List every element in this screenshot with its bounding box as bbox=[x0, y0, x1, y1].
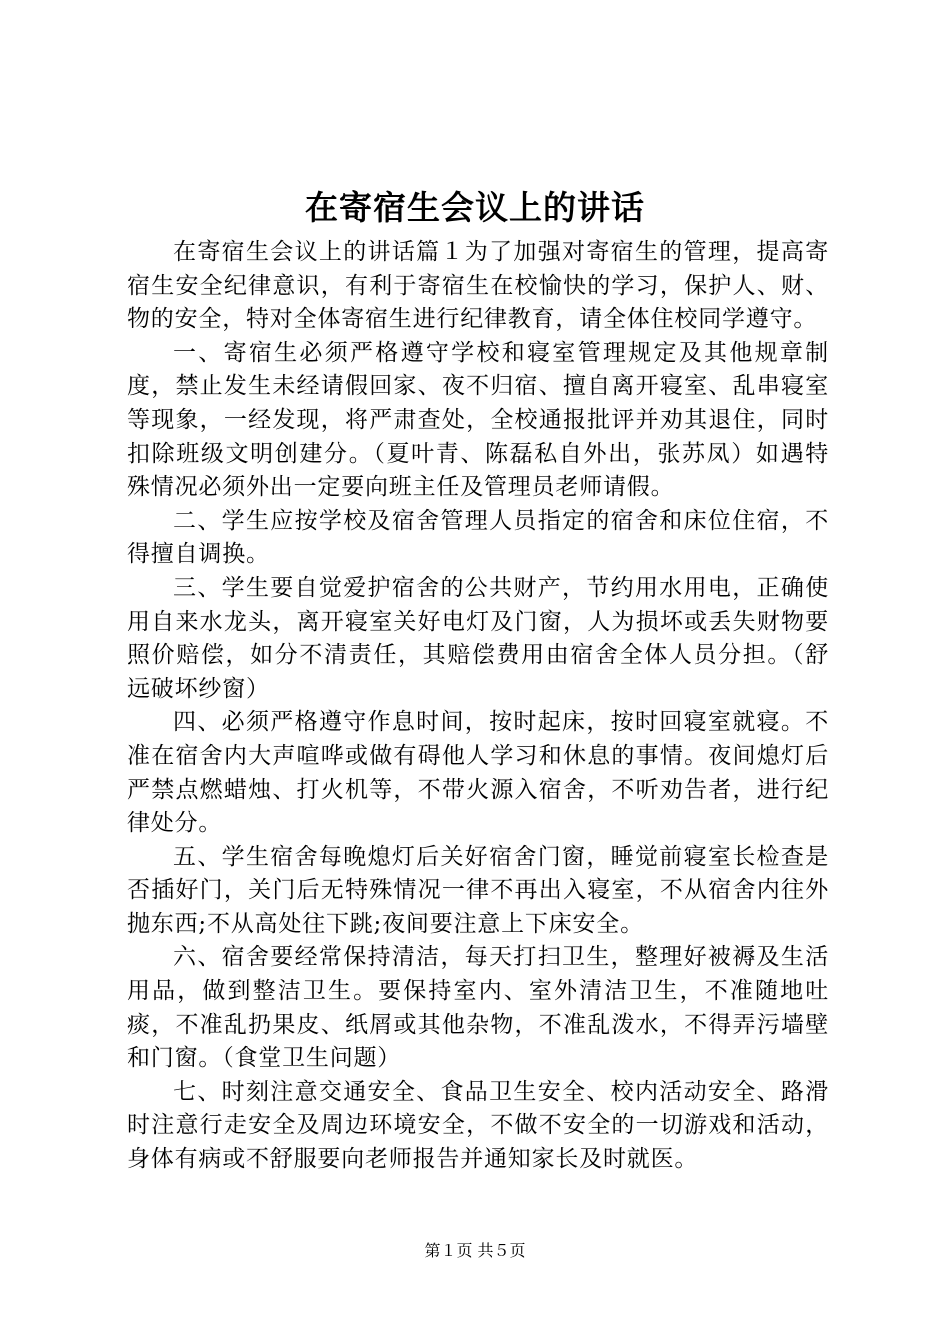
paragraph-rule-6: 六、宿舍要经常保持清洁，每天打扫卫生，整理好被褥及生活用品，做到整洁卫生。要保持室内、室外清洁卫生，不准随地吐痰，不准乱扔果皮、纸屑或其他杂物，不准乱泼水，不得弄污墙壁和门窗。（食堂卫生问题） bbox=[127, 944, 829, 1072]
page-title: 在寄宿生会议上的讲话 bbox=[305, 188, 645, 227]
paragraph-intro: 在寄宿生会议上的讲话篇１为了加强对寄宿生的管理，提高寄宿生安全纪律意识，有利于寄宿生在校愉快的学习，保护人、财、物的安全，特对全体寄宿生进行纪律教育，请全体住校同学遵守。 bbox=[127, 239, 829, 333]
paragraph-rule-2: 二、学生应按学校及宿舍管理人员指定的宿舍和床位住宿，不得擅自调换。 bbox=[127, 507, 829, 568]
paragraph-rule-7: 七、时刻注意交通安全、食品卫生安全、校内活动安全、路滑时注意行走安全及周边环境安全，不做不安全的一切游戏和活动，身体有病或不舒服要向老师报告并通知家长及时就医。 bbox=[127, 1078, 829, 1173]
paragraph-rule-1: 一、寄宿生必须严格遵守学校和寝室管理规定及其他规章制度，禁止发生未经请假回家、夜不归宿、擅自离开寝室、乱串寝室等现象，一经发现，将严肃查处，全校通报批评并劝其退住，同时扣除班级文明创建分。（夏叶青、陈磊私自外出，张苏凤）如遇特殊情况必须外出一定要向班主任及管理员老师请假。 bbox=[127, 339, 829, 501]
document-body bbox=[127, 236, 829, 1177]
paragraph-rule-4: 四、必须严格遵守作息时间，按时起床，按时回寝室就寝。不准在宿舍内大声喧哗或做有碍他人学习和休息的事情。夜间熄灯后严禁点燃蜡烛、打火机等，不带火源入宿舍，不听劝告者，进行纪律处分。 bbox=[127, 709, 829, 837]
page-footer: 第１页 共５页 bbox=[424, 1241, 526, 1260]
paragraph-rule-5: 五、学生宿舍每晚熄灯后关好宿舍门窗，睡觉前寝室长检查是否插好门，关门后无特殊情况一律不再出入寝室，不从宿舍内往外抛东西;不从高处往下跳;夜间要注意上下床安全。 bbox=[127, 843, 829, 937]
paragraph-rule-3: 三、学生要自觉爱护宿舍的公共财产，节约用水用电，正确使用自来水龙头，离开寝室关好电灯及门窗，人为损坏或丢失财物要照价赔偿，如分不清责任，其赔偿费用由宿舍全体人员分担。（舒远破坏纱窗） bbox=[127, 574, 829, 702]
